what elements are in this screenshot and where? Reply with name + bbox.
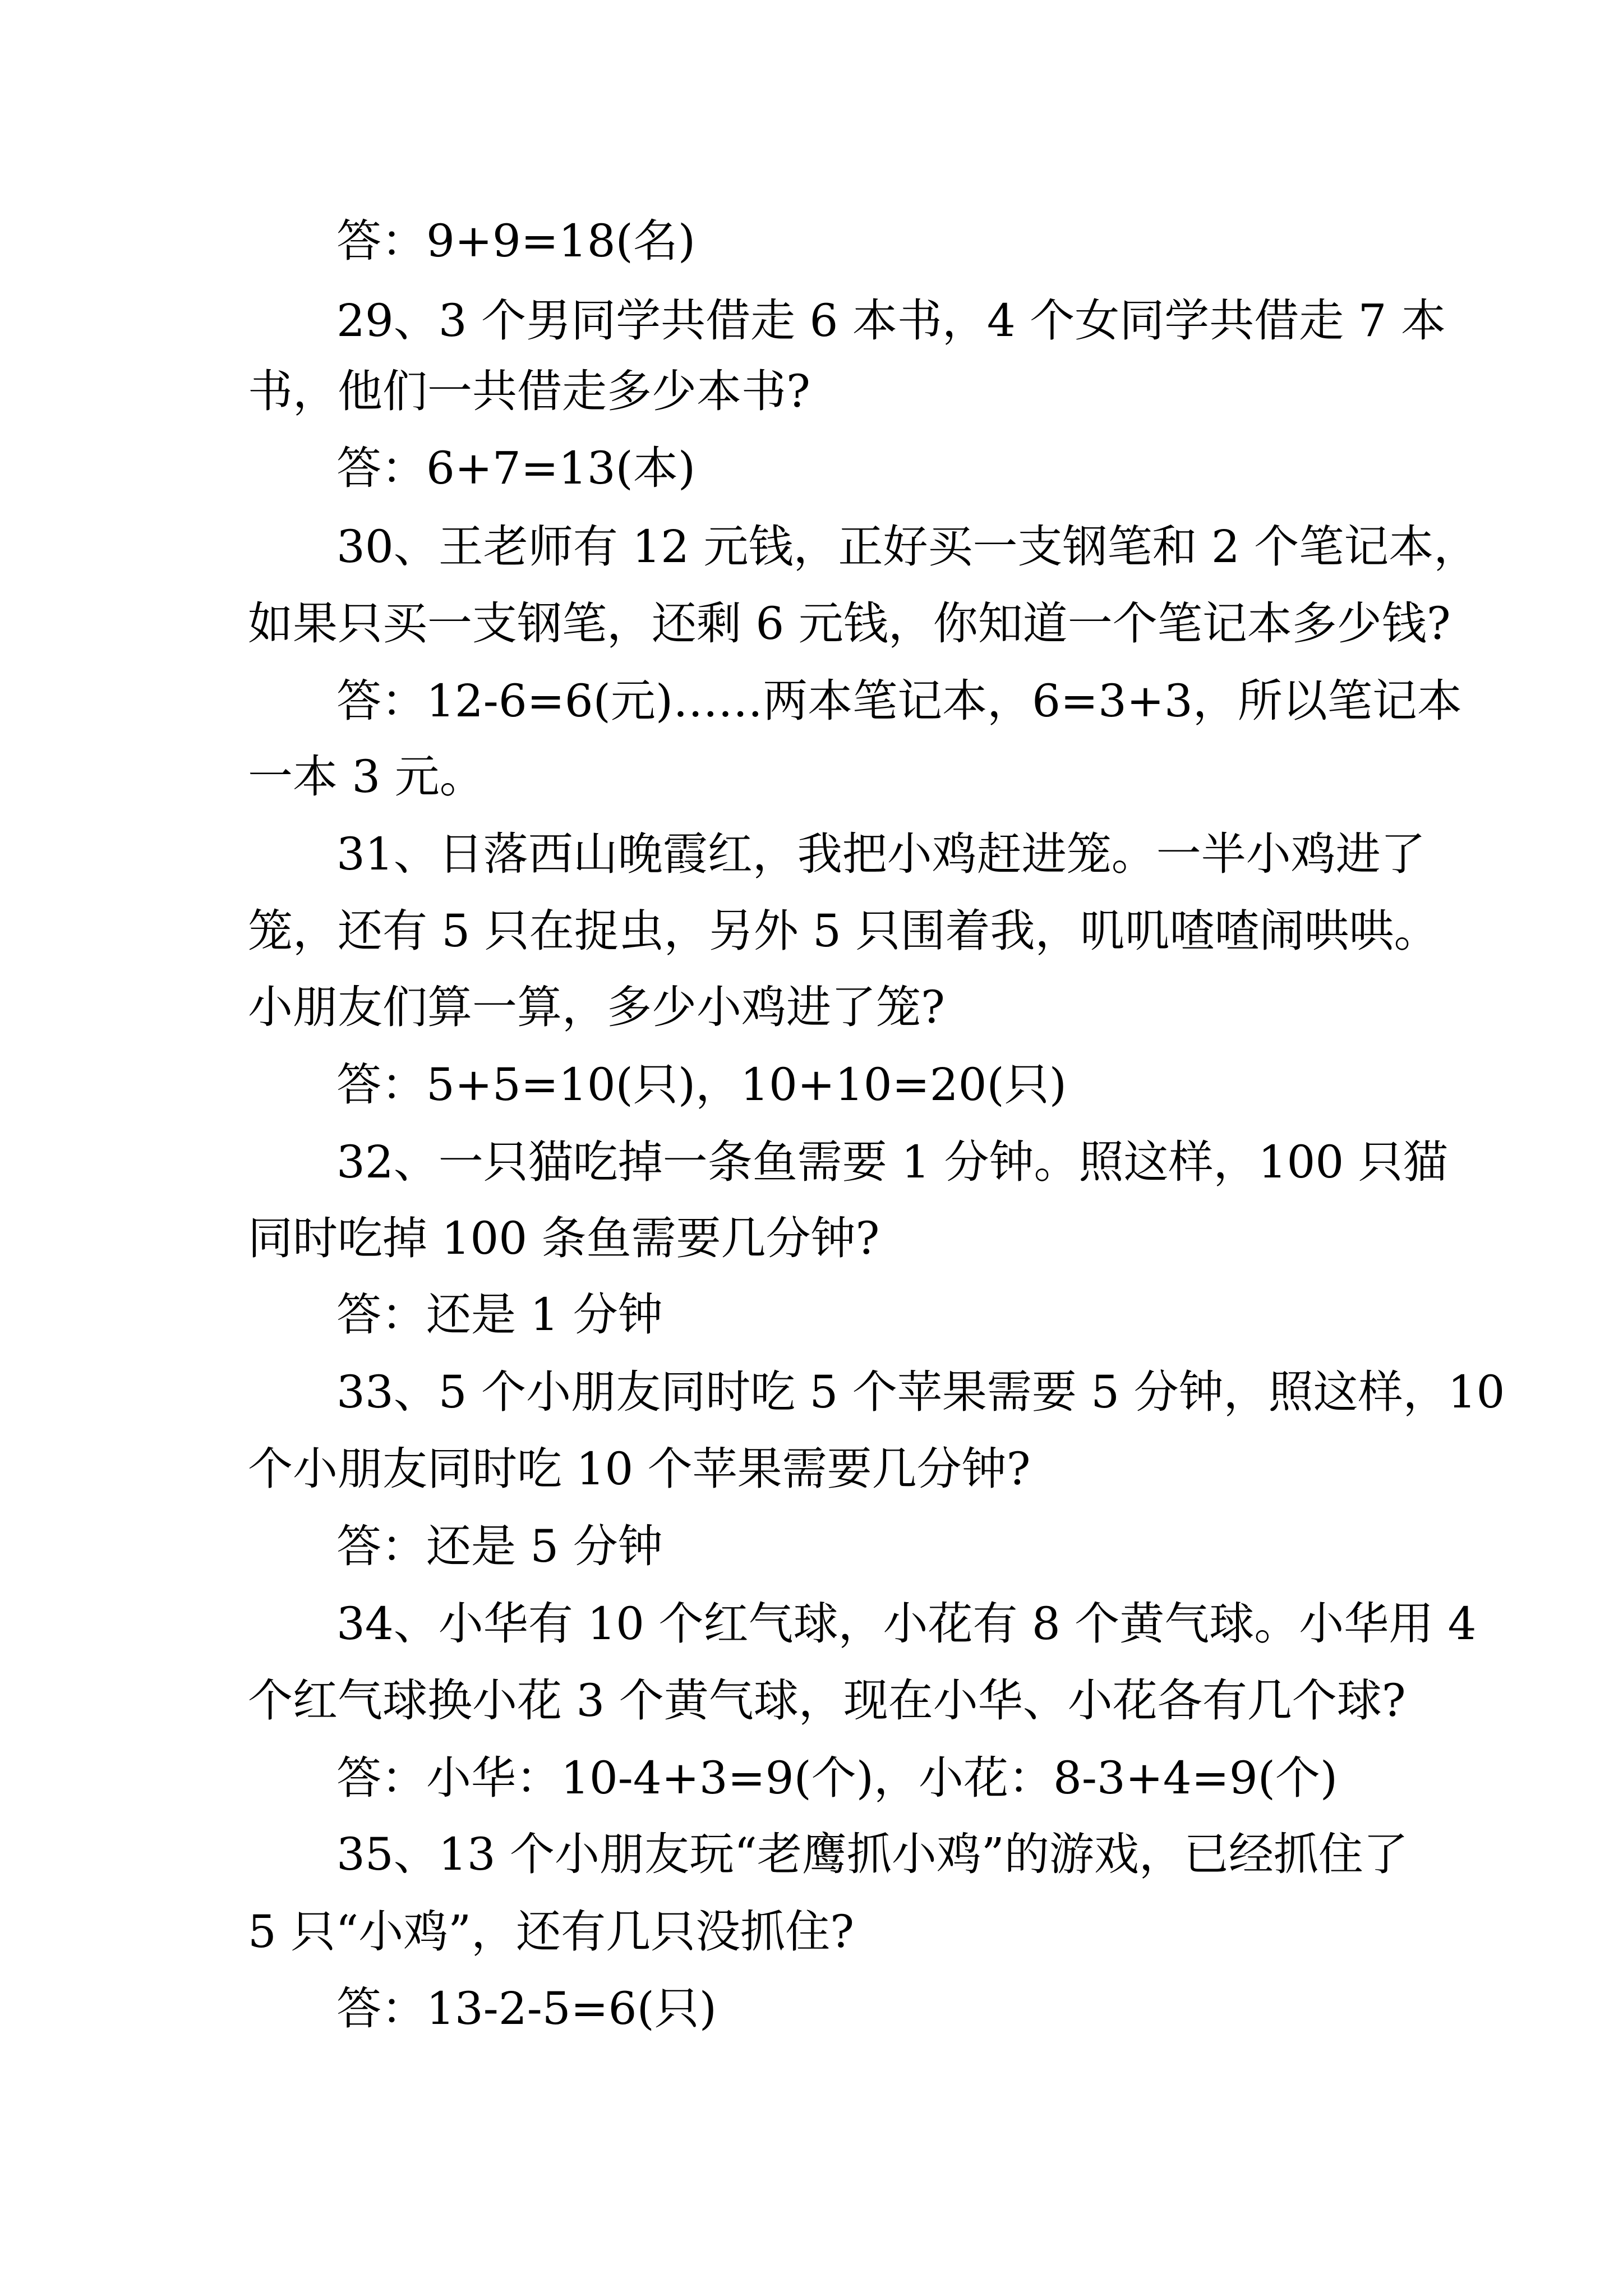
answer-line: 答：6+7=13(本) [336,442,696,494]
question-line: 笼，还有 5 只在捉虫，另外 5 只围着我，叽叽喳喳闹哄哄。 [248,905,1439,957]
question-line: 33、5 个小朋友同时吃 5 个苹果需要 5 分钟，照这样，10 [336,1366,1505,1418]
answer-line: 一本 3 元。 [248,751,485,803]
question-line: 5 只“小鸡”，还有几只没抓住? [248,1906,855,1958]
answer-line: 答：还是 5 分钟 [336,1520,663,1572]
question-line: 32、一只猫吃掉一条鱼需要 1 分钟。照这样，100 只猫 [336,1136,1448,1188]
answer-line: 答：12-6=6(元)……两本笔记本，6=3+3，所以笔记本 [336,675,1462,727]
question-line: 小朋友们算一算，多少小鸡进了笼? [248,981,945,1033]
question-line: 个小朋友同时吃 10 个苹果需要几分钟? [248,1443,1031,1495]
question-line: 29、3 个男同学共借走 6 本书，4 个女同学共借走 7 本 [336,295,1446,347]
question-line: 35、13 个小朋友玩“老鹰抓小鸡”的游戏，已经抓住了 [336,1828,1408,1880]
question-line: 同时吃掉 100 条鱼需要几分钟? [248,1212,880,1264]
question-line: 书，他们一共借走多少本书? [248,365,810,417]
question-line: 31、日落西山晚霞红，我把小鸡赶进笼。一半小鸡进了 [336,828,1426,880]
answer-line: 答：13-2-5=6(只) [336,1982,717,2035]
answer-line: 答：5+5=10(只)，10+10=20(只) [336,1059,1067,1111]
answer-line: 答：小华：10-4+3=9(个)，小花：8-3+4=9(个) [336,1752,1338,1804]
answer-line: 答：9+9=18(名) [336,215,696,267]
question-line: 30、王老师有 12 元钱，正好买一支钢笔和 2 个笔记本， [336,521,1479,573]
question-line: 34、小华有 10 个红气球，小花有 8 个黄气球。小华用 4 [336,1598,1477,1650]
question-line: 如果只买一支钢笔，还剩 6 元钱，你知道一个笔记本多少钱? [248,597,1451,650]
question-line: 个红气球换小花 3 个黄气球，现在小华、小花各有几个球? [248,1674,1406,1727]
answer-line: 答：还是 1 分钟 [336,1289,663,1341]
